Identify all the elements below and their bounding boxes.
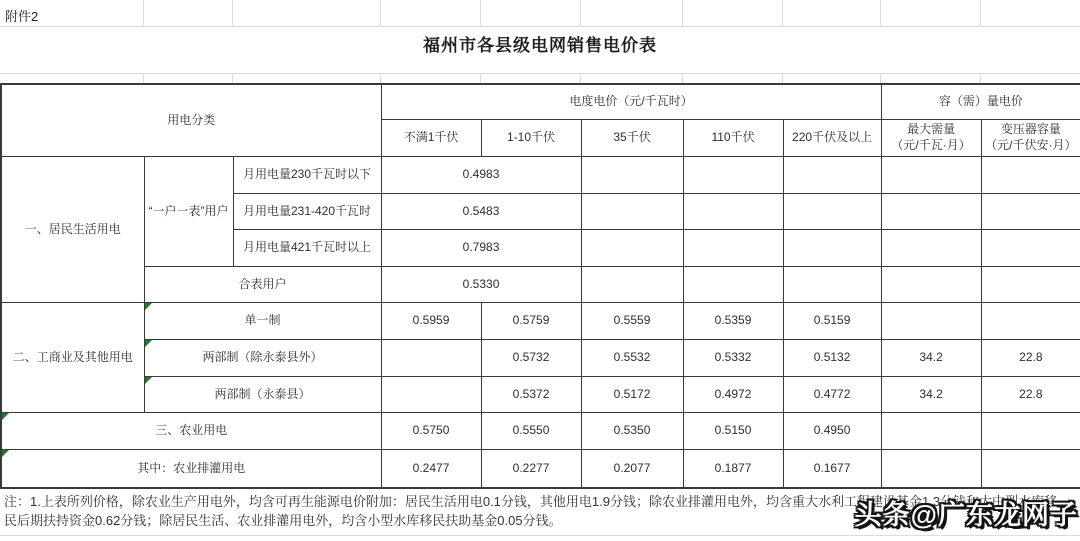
empty-cell — [581, 266, 683, 302]
tier3-value: 0.7983 — [381, 229, 581, 266]
empty-cell — [581, 156, 683, 193]
two-part-except-yongtai-label: 两部制（除永泰县外） — [144, 339, 381, 376]
empty-cell — [881, 193, 981, 229]
price-cell — [981, 412, 1080, 449]
one-household-meter-label: “一户一表”用户 — [144, 156, 233, 266]
section-residential: 一、居民生活用电 — [1, 156, 144, 302]
header-transformer-capacity — [981, 119, 1080, 156]
gridline — [580, 0, 581, 26]
price-cell: 0.1677 — [783, 449, 881, 488]
single-system-label: 单一制 — [144, 302, 381, 339]
gridline — [880, 0, 881, 26]
gridline — [143, 73, 144, 83]
footnote-line2: 民后期扶持资金0.62分钱；除居民生活、农业排灌用电外，均含小型水库移民扶助基金0.05分钱。 — [4, 513, 562, 528]
empty-cell — [981, 193, 1080, 229]
price-cell: 0.5532 — [581, 339, 683, 376]
toutiao-watermark: 头条@广东龙网子 — [854, 500, 1078, 530]
header-voltage-110kv: 110千伏 — [683, 119, 783, 156]
price-cell: 0.5350 — [581, 412, 683, 449]
agri-irrigation-label: 其中：农业排灌用电 — [1, 449, 381, 488]
empty-cell — [581, 193, 683, 229]
gridline — [380, 0, 381, 26]
header-voltage-35kv: 35千伏 — [581, 119, 683, 156]
header-max-demand-line2: （元/千瓦·月） — [891, 137, 971, 152]
price-cell — [981, 302, 1080, 339]
empty-cell — [881, 266, 981, 302]
header-energy-price: 电度电价（元/千瓦时） — [381, 84, 881, 119]
price-cell: 0.5550 — [481, 412, 581, 449]
two-part-yongtai-label: 两部制（永泰县） — [144, 376, 381, 412]
header-max-demand-line1: 最大需量 — [907, 121, 956, 136]
price-cell: 0.2077 — [581, 449, 683, 488]
gridline — [480, 0, 481, 26]
gridline — [480, 73, 481, 83]
price-cell: 34.2 — [881, 339, 981, 376]
empty-cell — [683, 266, 783, 302]
section-industry: 二、工商业及其他用电 — [1, 302, 144, 412]
header-max-demand — [881, 119, 981, 156]
tier3-label: 月用电量421千瓦时以上 — [233, 229, 381, 266]
gridline — [682, 0, 683, 26]
empty-cell — [981, 266, 1080, 302]
header-voltage-under1kv: 不满1千伏 — [381, 119, 481, 156]
price-cell — [381, 376, 481, 412]
price-cell: 0.5159 — [783, 302, 881, 339]
gridline — [0, 535, 1080, 536]
price-cell: 0.5559 — [581, 302, 683, 339]
price-cell — [881, 449, 981, 488]
combined-meter-label: 合表用户 — [144, 266, 381, 302]
header-transformer-line1: 变压器容量 — [1000, 121, 1061, 136]
price-cell: 0.4972 — [683, 376, 783, 412]
price-cell: 0.1877 — [683, 449, 783, 488]
gridline — [232, 73, 233, 83]
price-cell: 0.5732 — [481, 339, 581, 376]
price-cell — [981, 449, 1080, 488]
tier1-value: 0.4983 — [381, 156, 581, 193]
empty-cell — [683, 229, 783, 266]
gridline — [232, 0, 233, 26]
header-capacity-price: 容（需）量电价 — [881, 84, 1080, 119]
error-flag-icon — [145, 377, 152, 384]
combined-meter-value: 0.5330 — [381, 266, 581, 302]
gridline — [880, 73, 881, 83]
empty-cell — [783, 266, 881, 302]
price-cell: 0.5332 — [683, 339, 783, 376]
price-cell: 0.2477 — [381, 449, 481, 488]
price-cell — [881, 302, 981, 339]
empty-cell — [981, 229, 1080, 266]
price-cell: 0.5372 — [481, 376, 581, 412]
attachment-label: 附件2 — [5, 9, 39, 24]
gridline — [0, 73, 1080, 74]
error-flag-icon — [145, 340, 152, 347]
price-cell: 0.5172 — [581, 376, 683, 412]
price-cell: 22.8 — [981, 376, 1080, 412]
section-agriculture: 三、农业用电 — [1, 412, 381, 449]
price-cell: 0.2277 — [481, 449, 581, 488]
empty-cell — [981, 156, 1080, 193]
empty-cell — [581, 229, 683, 266]
price-cell: 0.4772 — [783, 376, 881, 412]
header-voltage-220kv: 220千伏及以上 — [783, 119, 881, 156]
gridline — [682, 73, 683, 83]
header-transformer-line2: （元/千伏安·月） — [985, 137, 1077, 152]
header-voltage-1-10kv: 1-10千伏 — [481, 119, 581, 156]
header-classification: 用电分类 — [1, 84, 381, 156]
page-title: 福州市各县级电网销售电价表 — [423, 36, 657, 55]
error-flag-icon — [145, 303, 152, 310]
price-cell — [881, 412, 981, 449]
empty-cell — [881, 156, 981, 193]
price-cell: 0.5132 — [783, 339, 881, 376]
price-cell — [381, 339, 481, 376]
price-cell: 22.8 — [981, 339, 1080, 376]
tier2-value: 0.5483 — [381, 193, 581, 229]
price-cell: 0.5759 — [481, 302, 581, 339]
empty-cell — [683, 156, 783, 193]
price-cell: 0.5750 — [381, 412, 481, 449]
gridline — [380, 73, 381, 83]
error-flag-icon — [2, 413, 9, 420]
footnote-line1: 注：1.上表所列价格，除农业生产用电外，均含可再生能源电价附加：居民生活用电0.1分钱，其他用电1.9分钱；除农业排灌用电外，均含重大水利工程建设基金1.3分钱和大中型水库移 — [4, 494, 1058, 509]
price-cell: 0.4950 — [783, 412, 881, 449]
price-cell: 0.5359 — [683, 302, 783, 339]
empty-cell — [881, 229, 981, 266]
empty-cell — [783, 229, 881, 266]
gridline — [0, 26, 1080, 27]
gridline — [580, 73, 581, 83]
gridline — [782, 73, 783, 83]
electricity-price-table — [0, 83, 1080, 489]
empty-cell — [683, 193, 783, 229]
price-cell: 0.5959 — [381, 302, 481, 339]
price-cell: 34.2 — [881, 376, 981, 412]
gridline — [980, 0, 981, 26]
tier2-label: 月用电量231-420千瓦时 — [233, 193, 381, 229]
gridline — [782, 0, 783, 26]
gridline — [980, 73, 981, 83]
empty-cell — [783, 193, 881, 229]
error-flag-icon — [2, 450, 9, 457]
gridline — [143, 0, 144, 26]
price-cell: 0.5150 — [683, 412, 783, 449]
empty-cell — [783, 156, 881, 193]
tier1-label: 月用电量230千瓦时以下 — [233, 156, 381, 193]
